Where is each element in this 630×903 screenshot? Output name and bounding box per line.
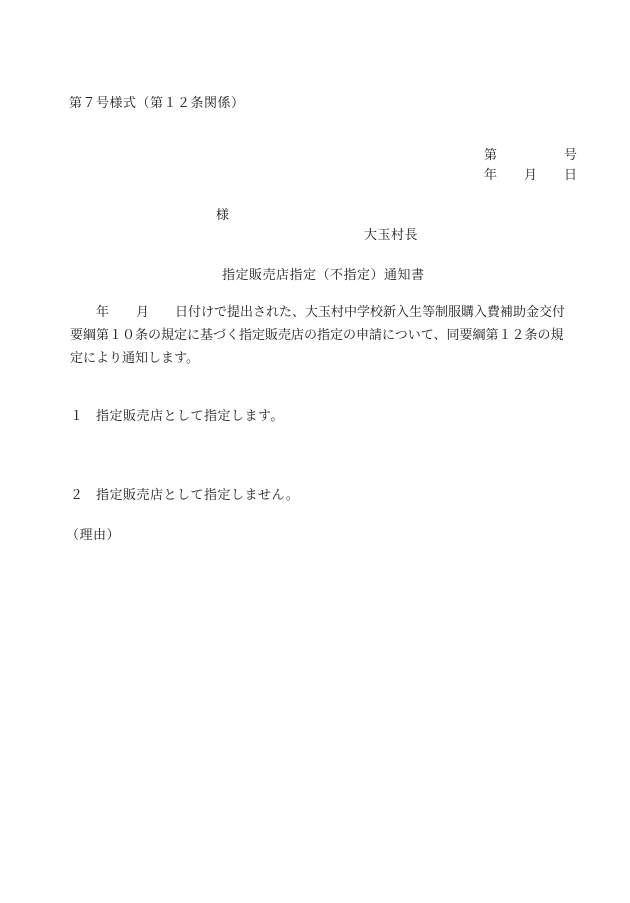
document-title: 指定販売店指定（不指定）通知書 [222,268,425,283]
option-2-number: ２ [70,488,84,503]
body-line2: 要綱第１０条の規定に基づく指定販売店の指定の申請について、同要綱第１２条の規 [70,328,564,343]
addressee-honorific: 様 [216,208,230,223]
sender-name: 大玉村長 [364,228,419,243]
body-line3: 定により通知します。 [70,351,199,366]
body-year: 年 [96,305,110,320]
date-year: 年 [484,168,498,183]
reason-label: （理由） [66,528,121,543]
option-1-text: 指定販売店として指定します。 [96,409,284,424]
number-prefix: 第 [484,148,498,163]
body-line1-rest: 日付けで提出された、大玉村中学校新入生等制服購入費補助金交付 [175,305,566,320]
number-suffix: 号 [564,148,578,163]
date-month: 月 [524,168,538,183]
body-month: 月 [136,305,150,320]
date-day: 日 [564,168,578,183]
form-label: 第７号様式（第１２条関係） [69,96,245,111]
option-2-text: 指定販売店として指定しません。 [96,488,300,503]
option-1-number: １ [70,409,84,424]
